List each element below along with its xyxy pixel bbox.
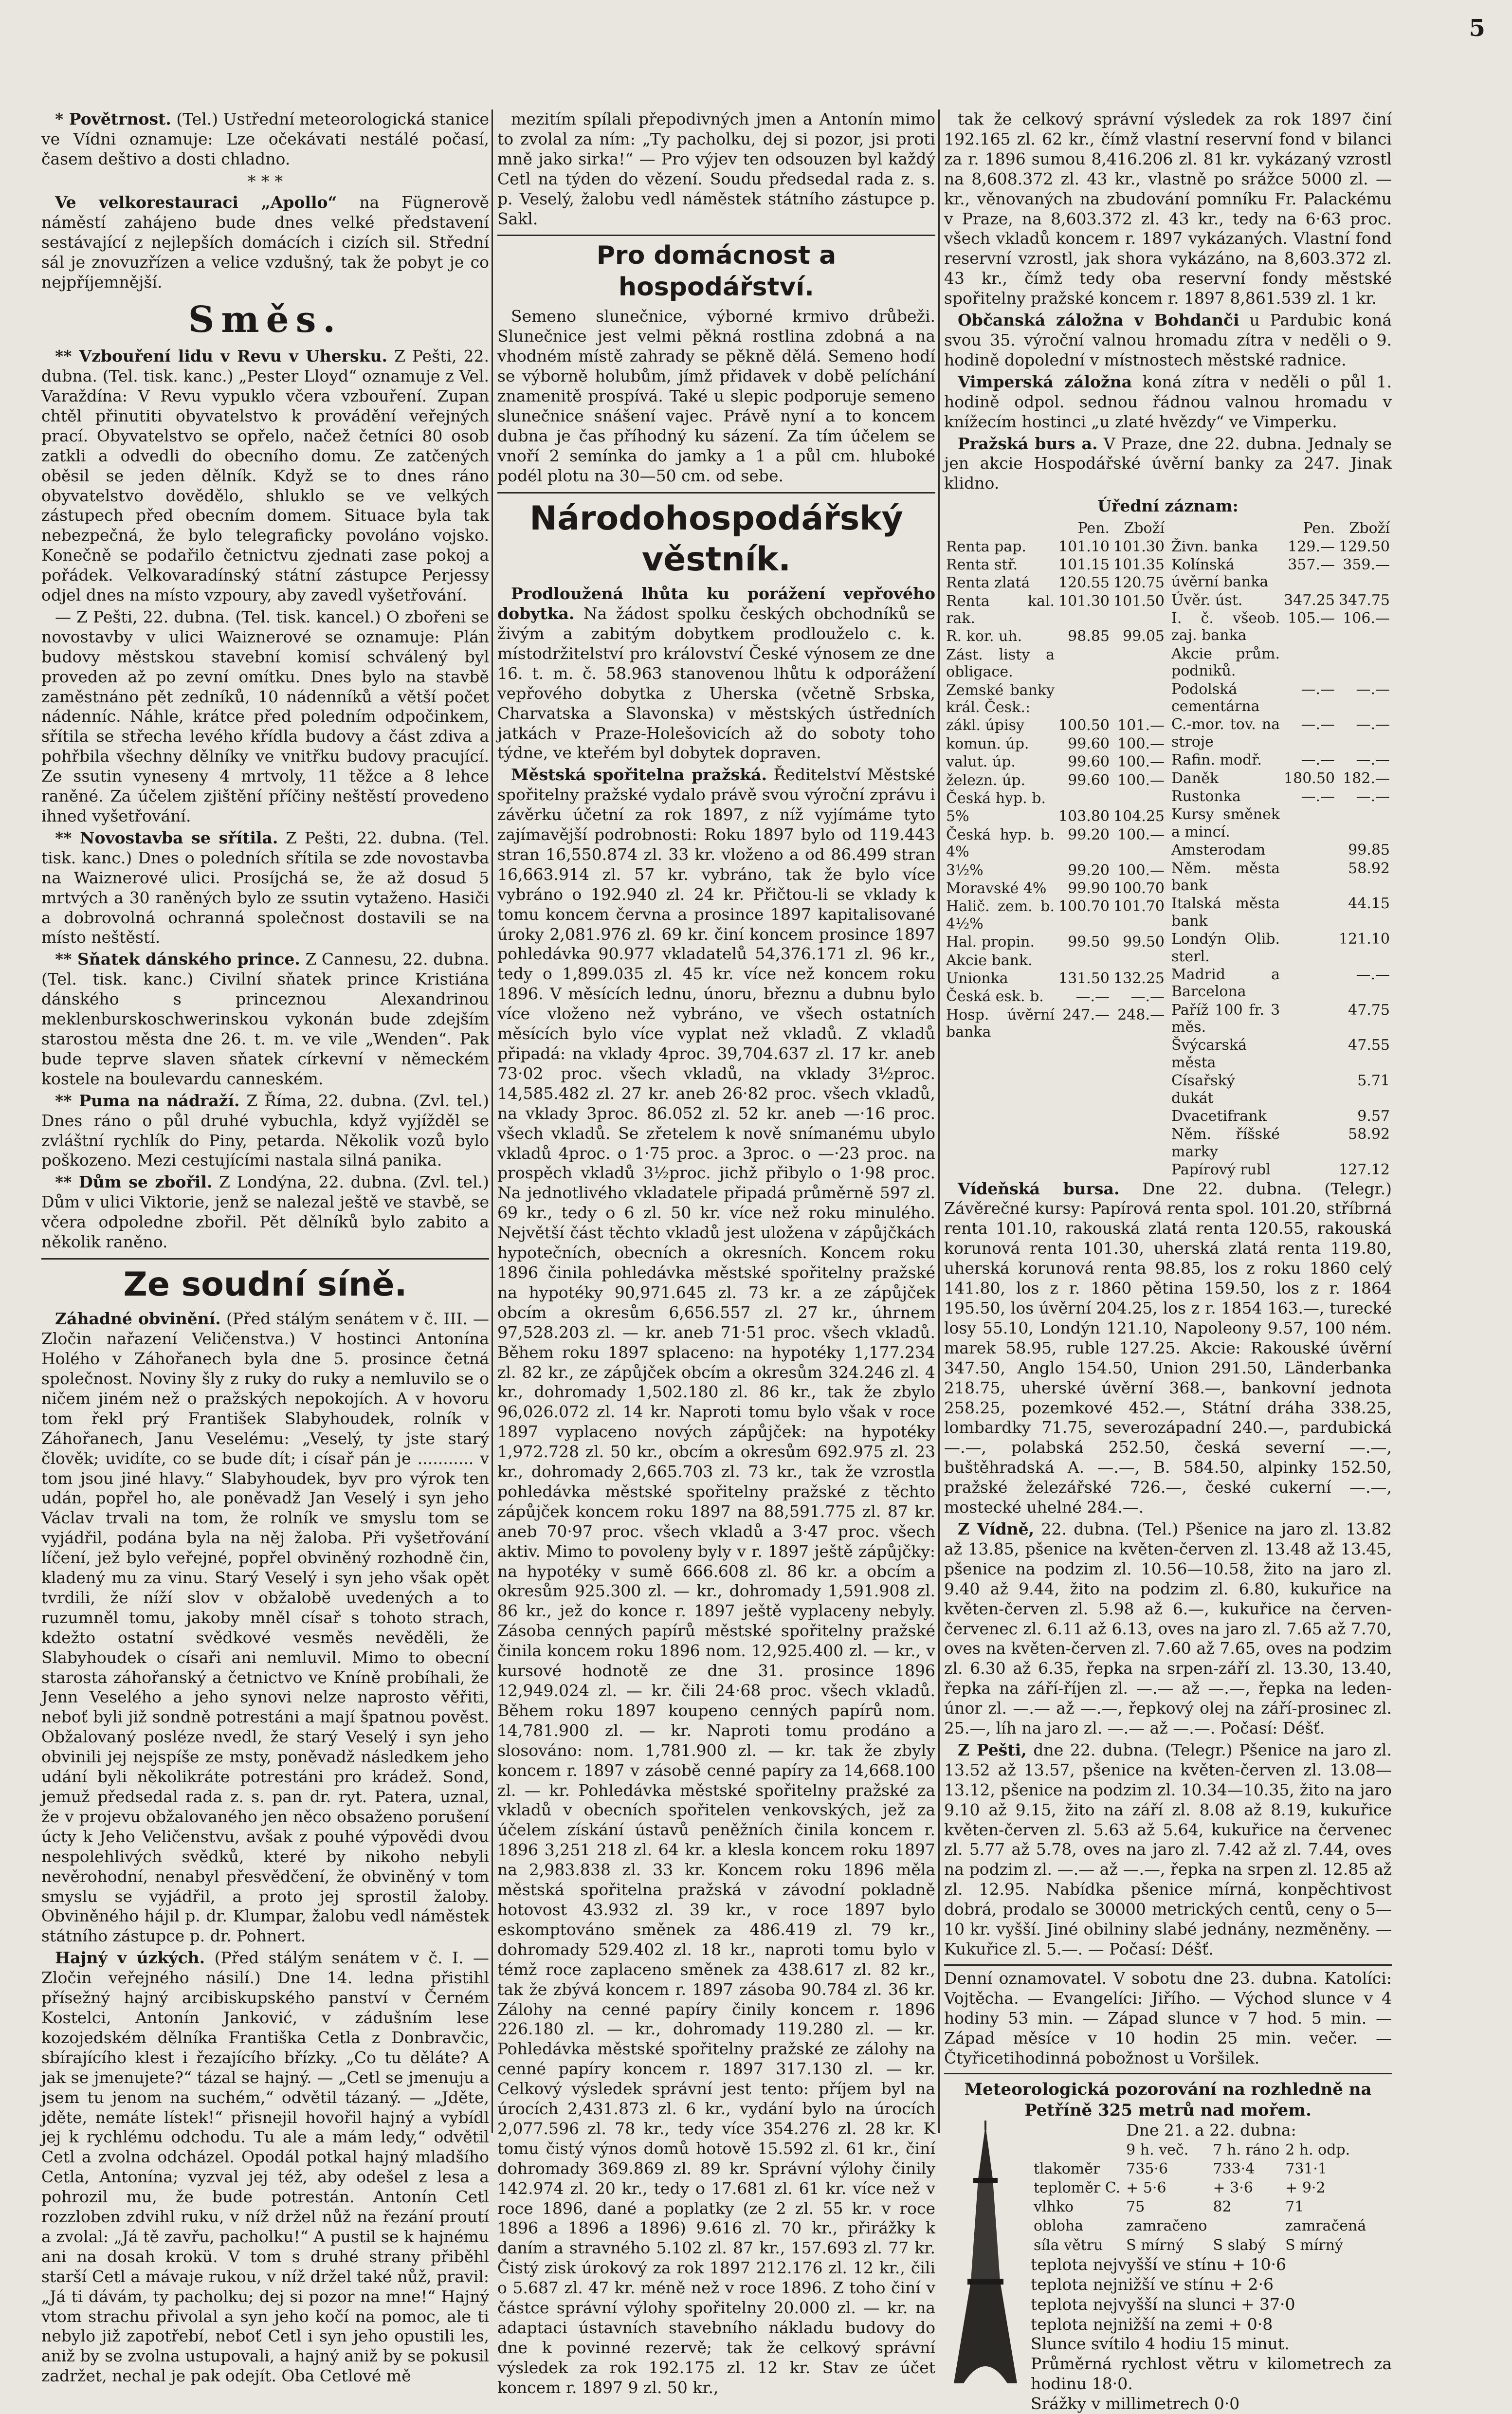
article-paragraph <box>497 765 935 2397</box>
table-cell: Rustonka <box>1171 787 1241 805</box>
meteo-table: 9 h. več. 7 h. ráno 2 h. odp. tlakoměr 735·6 733·4 731·1 teploměr C. + 5·6 + 3·6 + 9·2 vlhko 75 82 71 obloha zamračeno zamračená síla větru S mírný S slabý S mírný <box>1031 2140 1369 2255</box>
column-rule <box>492 110 493 2133</box>
table-cell: 47.75 <box>1348 1001 1390 1019</box>
table-row <box>1031 2178 1369 2197</box>
page-number: 5 <box>1469 15 1485 42</box>
table-row <box>944 716 1166 734</box>
article-paragraph <box>944 1740 1392 1959</box>
table-row <box>1169 1001 1392 1037</box>
article-heading: ** Sňatek dánského prince. <box>55 950 300 969</box>
table-cell: 101.10 <box>1058 538 1110 555</box>
table-cell <box>1282 841 1337 859</box>
table-cell: 733·4 <box>1213 2160 1255 2177</box>
table-cell: 5.71 <box>1357 1072 1390 1090</box>
table-cell: obloha <box>1034 2217 1084 2235</box>
table-cell: Daněk <box>1171 769 1219 787</box>
table-cell: Paříž 100 fr. 3 měs. <box>1171 1001 1280 1036</box>
article-text: Semeno slunečnice, výborné krmivo drůbeži. Slunečnice jest velmi pěkná rostlina zdobná a na vhodném místě zahrady se pěkně dělá. Semeno hodí se výborně holubům, jímž přidavek v době pelíchání znamenitě prospívá. Také u slepic podporuje semeno slunečnice snášení vajec. Právě nyní a to koncem dubna je čas příhodný ku sázení. Za tím účelem se vnoří 2 semínka do jamky a 1 a půl cm. hluboké podél plotu na 30—50 cm. od sebe. <box>497 307 935 485</box>
table-cell: Londýn Olib. sterl. <box>1171 931 1280 965</box>
article-paragraph <box>41 828 489 948</box>
table-row <box>1169 895 1392 930</box>
table-row <box>1169 966 1392 1001</box>
column-right-markets <box>944 1179 1392 1959</box>
column-rule <box>938 110 940 2133</box>
table-cell: 3½% <box>946 861 984 879</box>
article-heading: ** Puma na nádraží. <box>55 1091 240 1110</box>
table-cell: komun. úp. <box>946 735 1029 752</box>
table-cell: —.— <box>1356 680 1390 698</box>
table-cell: Renta stř. <box>946 556 1018 573</box>
table-cell: —.— <box>1356 966 1390 983</box>
article-text: Z Říma, 22. dubna. (Zvl. tel.) Dnes ráno o půl druhé vybuchla, když vyjížděl se zvláštní rychlík do Piny, petarda. Několik vozů bylo poškozeno. Mezi cestujícími nastala silná panika. <box>41 1091 489 1170</box>
article-text: Z Pešti, 22. dubna. (Tel. tisk. kanc.) „Pester Lloyd“ oznamuje z Vel. Varaždína: V Revu vypuklo včera vzbouření. Zupan chtěl přinutiti obyvatelstvo k provádění veřejných prací. Obyvatelstvo se opřelo, načež četníci 80 osob zatkli a odvedli do obecního domu. Ze zatčených oběsil se jeden dělník. Když se to dnes ráno obyvatelstvo dovědělo, shluklo se ve velkých zástupech před obecním domem. Situace byla tak nebezpečná, že bylo telegraficky povoláno vojsko. Konečně se podařilo četnictvu zjednati zase pokoj a pořádek. Velkovaradínský státní zástupce Perjessy odjel dnes na místo vzpoury, aby zavedl vyšetřování. <box>41 347 489 605</box>
table-cell: 359.— <box>1343 556 1390 573</box>
table-cell <box>1057 951 1111 969</box>
table-cell <box>1282 860 1337 895</box>
table-cell: 99.60 <box>1068 735 1110 752</box>
table-cell <box>1282 966 1337 1001</box>
table-cell: 100.— <box>1117 861 1165 879</box>
section-heading: Směs. <box>188 299 343 341</box>
table-cell: 99.85 <box>1348 841 1390 859</box>
article-heading: Hajný v úzkých. <box>55 1948 205 1968</box>
table-cell: 357.— <box>1288 556 1335 573</box>
article-paragraph <box>41 1172 489 1252</box>
table-row <box>944 646 1166 681</box>
meteo-line: Slunce svítilo 4 hodiu 15 minut. <box>1031 2334 1290 2354</box>
table-cell: 9.57 <box>1357 1108 1390 1125</box>
table-row <box>1169 787 1392 805</box>
table-cell <box>1282 930 1337 966</box>
table-cell: C.-mor. tov. na stroje <box>1171 716 1280 750</box>
table-cell: —.— <box>1301 787 1335 805</box>
table-cell: 735·6 <box>1126 2160 1168 2177</box>
article-text: (Před stálým senátem v č. I. — Zločin veřejného násilí.) Dne 14. ledna přistihl přísežný hajný arcibiskupského panství v Černém Kostelci, Antonín Janković, v zádušním lese kozojedském dělníka Františka Cetla z Donbravčic, sbírajícího klest i řezajícího břízky. „Co tu děláte? A jak se jmenujete?“ tázal se hajný. — „Cetl se jmenuju a jsem tu jenom na suchém,“ odvětil tázaný. — „Jděte, jděte, nemáte lístek!“ přisnejil hovořil hajný a vybídl jej k rychlému odchodu. Tu ale a mám ledy,“ odvětil Cetl a zvolna odcházel. Opodál potkal hajný mladšího Cetla, Antonína; vyzval jej též, aby odešel z lesa a pohrozil mu, že bude potrestán. Antonín Cetl rozzloben zdvihl ruku, v níž držel nůž na řezání proutí a zvolal: „Já tě zavřu, pacholku!“ A pustil se k hajnému ani na dosah krokü. V tom s druhé strany přiběhl starší Cetl a mávaje rukou, v níž držel také nůž, pravil: „Já ti dávám, ty pacholku; dej si pozor na mne!“ Hajný vtom strachu přivolal a syn jeho kočí na pomoc, ale ti nebylo již zapotřebí, neboť Cetl i syn jeho opustili les, aniž by se zvolna ustupovali, a hajný aniž by se pokusil zadržet, nechal je pak odejít. Oba Cetlové mě <box>41 1948 489 2386</box>
table-cell: 100.70 <box>1058 898 1110 915</box>
table-cell: 100.— <box>1117 771 1165 789</box>
table-row <box>944 538 1166 556</box>
table-cell: 44.15 <box>1348 895 1390 913</box>
article-text: Z Pešti, 22. dubna. (Tel. tisk. kanc.) Dnes o poledních sřítila se zde novostavba na Waiznerové ulici. Prosíjchá se, že až dosud 5 mrtvých a 30 raněných bylo ze ssutin vytaženo. Hasiči a dobrovolná ochranná společnost dostavili se na místo neštěstí. <box>41 828 489 947</box>
table-cell: 101.30 <box>1058 592 1110 610</box>
report-table-right: Pen. Zboží Živn. banka 129.— 129.50 Kolínská úvěrní banka 357.— 359.— Úvěr. úst. 347.25 347.75 I. č. všeob. zaj. banka 105.— 106.— Akcie prům. podniků. Podolská cementárna —.— —.— C.-mor. tov. na stroje —.— —.— Rafin. modř. —.— —.— Daněk 180.50 182.— Rustonka —.— —.— Kursy směnek a mincí. Amsterodam 99.85 Něm. města bank 58.92 Italská města bank 44.15 Londýn Olib. sterl. 121.10 Madrid a Barcelona —.— Paříž 100 fr. 3 měs. 47.75 Švýcarská města 47.55 Císařský dukát 5.71 Dvacetifrank 9.57 Něm. říšské marky 58.92 Papírový rubl 127.12 <box>1169 519 1392 1179</box>
table-cell: 101.35 <box>1113 556 1165 573</box>
table-row <box>944 969 1166 988</box>
article-heading: Pražská burs a. <box>958 434 1098 453</box>
table-cell <box>1111 951 1166 969</box>
article-paragraph <box>944 434 1392 494</box>
table-row <box>944 556 1166 574</box>
article-heading: ** Vzbouření lidu v Revu v Uhersku. <box>55 347 388 366</box>
section-heading: Národohospodářský věstník. <box>497 492 935 581</box>
table-cell: I. č. všeob. zaj. banka <box>1171 610 1280 644</box>
article-paragraph <box>944 1519 1392 1738</box>
table-row <box>944 574 1166 592</box>
table-cell: 99.50 <box>1068 933 1110 951</box>
table-cell: —.— <box>1130 988 1165 1006</box>
table-cell: 99.20 <box>1068 826 1110 843</box>
meteo-line: teplota nejnižší na zemi + 0·8 <box>1031 2314 1273 2334</box>
table-row <box>1169 591 1392 609</box>
table-cell: 100.— <box>1117 735 1165 752</box>
article-text: u Pardubic koná svou 35. výroční valnou hromadu zítra v neděli o 9. hodině dopolední v místnostech městské radnice. <box>944 311 1392 369</box>
table-cell: Madrid a Barcelona <box>1171 966 1280 1001</box>
table-cell: 99.60 <box>1068 771 1110 789</box>
table-cell: —.— <box>1356 716 1390 733</box>
table-row <box>944 627 1166 645</box>
article-paragraph <box>944 1179 1392 1518</box>
article-text: na Fügnerově náměstí zahájeno bude dnes velké představení sestávající z nejlepších domácích i cizích sil. Střední sál je znovuzřízen a velice vzdušný, tak že pobyt je co nejpříjemnější. <box>41 192 490 292</box>
article-text: Na žádost spolku českých obchodníků se živým a zabitým dobytkem prodlouželo c. k. místodržitelství pro království České výnosem ze dne 16. t. m. č. 58.963 stanovenou lhůtu k odporážení vepřového dobytka z Uherska (včetně Srbska, Charvatska a Slavonska) v městských ústředních jatkách v Praze-Holešovicích až do soboty toho týdne, ve kteřém byl dobytek dopraven. <box>497 604 935 763</box>
table-row <box>944 735 1166 753</box>
table-row <box>1169 930 1392 966</box>
table-cell: 104.25 <box>1113 808 1165 825</box>
table-cell: S mírný <box>1126 2236 1184 2254</box>
separator: * * * <box>247 171 283 191</box>
table-row <box>1031 2159 1369 2178</box>
table-row <box>944 951 1166 969</box>
article-paragraph <box>944 372 1392 432</box>
table-row <box>1031 2197 1369 2216</box>
meteo-title: Meteorologická pozorování na rozhledně na Petříně 325 metrů nad mořem. <box>964 2080 1372 2120</box>
table-cell: síla větru <box>1034 2236 1103 2254</box>
table-row <box>1169 1036 1392 1072</box>
article-paragraph <box>41 950 489 1089</box>
article-text: tak že celkový správní výsledek za rok 1897 činí 192.165 zl. 62 kr., čímž vlastní reservní fond v bilanci za r. 1896 sumou 8,416.206 zl. 81 kr. vykázaný vzrostl na 8,608.372 zl. 43 kr., vlastně po srážce 5000 zl. — kr., věnovaných na zbudování pomníku Fr. Palackému v Praze, na 8,603.372 zl. 43 kr., tedy na 6·63 proc. všech vkladů koncem r. 1897 vykázaných. Vlastní fond reservní vzrostl, jak shora vykázáno, na 8,603.372 zl. 43 kr., čímž tedy oba reservní fondy městské spořitelny pražské koncem r. 1897 8,861.539 zl. 1 kr. <box>944 110 1392 308</box>
table-cell: —.— <box>1075 988 1110 1006</box>
table-row <box>944 771 1166 789</box>
table-cell: 247.— <box>1062 1006 1110 1024</box>
column-right-intro <box>944 110 1392 494</box>
table-cell: Akcie bank. <box>946 951 1033 969</box>
table-cell: 106.— <box>1343 610 1390 627</box>
meteo-block <box>944 2121 1392 2414</box>
table-cell: vlhko <box>1034 2198 1074 2216</box>
table-cell: 101.70 <box>1113 898 1165 915</box>
table-row <box>944 879 1166 897</box>
table-row <box>944 897 1166 933</box>
table-cell: Živn. banka <box>1171 538 1258 555</box>
table-row <box>1169 860 1392 895</box>
table-cell: Úvěr. úst. <box>1171 591 1243 609</box>
table-row <box>1169 645 1392 680</box>
table-cell <box>1337 645 1392 680</box>
section-heading: Pro domácnost a hospodářství. <box>497 235 935 303</box>
table-cell: Zást. listy a obligace. <box>946 646 1055 681</box>
daily-notice: Denní oznamovatel. V sobotu dne 23. dubna. Katolíci: Vojtěcha. — Evangelíci: Jiřího. — Východ slunce v 4 hodiny 53 min. — Západ slunce v 7 hod. 5 min. — Západ měsíce v 10 hodin 25 min. večer. — Čtyřicetihodinná pobožnost u Voršilek. <box>944 1964 1392 2075</box>
table-cell: S mírný <box>1285 2236 1343 2254</box>
report-table-left: Pen. Zboží Renta pap. 101.10 101.30 Renta stř. 101.15 101.35 Renta zlatá 120.55 120.75 Renta kal. rak. 101.30 101.50 R. kor. uh. 98.85 99.05 Zást. listy a obligace. Zemské banky král. Česk.: zákl. úpisy 100.50 101.— komun. úp. 99.60 100.— valut. úp. 99.60 100.— železn. úp. 99.60 100.— Česká hyp. b. 5% 103.80 104.25 Česká hyp. b. 4% 99.20 100.— 3½% 99.20 100.— Moravské 4% 99.90 100.70 Halič. zem. b. 4½% 100.70 101.70 Hal. propin. 99.50 99.50 Akcie bank. Unionka 131.50 132.25 Česká esk. b. —.— —.— Hosp. úvěrní banka 247.— 248.— <box>944 519 1166 1041</box>
table-cell: 100.50 <box>1058 717 1110 734</box>
table-cell: Podolská cementárna <box>1171 680 1260 715</box>
table-row <box>1031 2236 1369 2255</box>
table-cell: 105.— <box>1288 610 1335 627</box>
table-cell: Halič. zem. b. 4½% <box>946 898 1055 933</box>
table-row <box>1169 1161 1392 1179</box>
table-cell: 100.— <box>1117 753 1165 771</box>
article-paragraph <box>41 607 489 826</box>
table-cell: Kolínská úvěrní banka <box>1171 556 1269 591</box>
article-heading: Městská spořitelna pražská. <box>511 765 767 785</box>
table-cell: Česká esk. b. <box>946 988 1044 1006</box>
table-cell: 99.05 <box>1123 628 1165 645</box>
table-cell: 5% <box>946 808 969 825</box>
article-paragraph <box>497 110 935 229</box>
table-cell <box>1337 805 1392 841</box>
table-row <box>944 807 1166 825</box>
table-cell <box>1111 681 1166 717</box>
table-cell: 47.55 <box>1348 1037 1390 1054</box>
table-cell <box>1282 1036 1337 1072</box>
table-cell: Unionka <box>946 969 1008 987</box>
article-text: mezitím spílali přepodivných jmen a Antonín mimo to zvolal za ním: „Ty pacholku, dej si pozor, jsi proti mně jako sirka!“ — Pro výjev ten odsouzen byl každý Cetl na týden do vězení. Soudu předsedal rada z. s. p. Veselý, žalobu vedl náměstek státního zástupce p. Sakl. <box>497 110 935 228</box>
table-row <box>944 681 1166 717</box>
exchange-report <box>944 519 1392 1179</box>
article-text: dne 22. dubna. (Telegr.) Pšenice na jaro zl. 13.52 až 13.57, pšenice na květen-červen zl. 13.08—13.12, pšenice na podzim zl. 10.34—10.35, žito na jaro 9.10 až 9.15, žito na září zl. 8.08 až 8.19, kukuřice květen-červen zl. 5.63 až 5.64, kukuřice na červenec zl. 5.77 až 5.78, oves na jaro zl. 7.42 až zl. 7.44, oves na podzim zl. —.— až —.—, řepka na srpen zl. 12.85 až zl. 12.95. Nabídka pšenice mírná, konpěchtivost dobrá, prodalo se 30000 metrických centů, ceny o 5—10 kr. vyšší. Jiné obilniny slabé jednány, nezměněny. — Kukuřice zl. 5.—. — Počasí: Déšť. <box>944 1740 1392 1959</box>
table-cell <box>1282 1107 1337 1125</box>
table-row <box>944 789 1166 807</box>
article-paragraph <box>41 1091 489 1171</box>
table-cell: 127.12 <box>1339 1161 1390 1179</box>
article-heading: Ve velkorestauraci „Apollo“ <box>55 192 337 212</box>
table-cell: teploměr C. <box>1034 2179 1121 2197</box>
table-cell: 101.50 <box>1113 592 1165 610</box>
table-cell: Papírový rubl <box>1171 1161 1271 1179</box>
table-row <box>1031 2216 1369 2235</box>
table-cell: 347.25 <box>1284 591 1335 609</box>
article-text: Dne 22. dubna. (Telegr.) Závěrečné kursy: Papírová renta spol. 101.20, stříbrná renta 101.10, rakouská zlatá renta 120.55, rakouská korunová renta 101.30, uherská zlatá renta 119.80, uherská korunová renta 98.85, los z roku 1860 celý 141.80, los z r. 1860 pětina 159.50, los z r. 1864 195.50, los úvěrní 204.25, los z r. 1854 163.—, turecké losy 55.10, Londýn 121.10, Napoleony 9.57, 100 ném. marek 58.95, ruble 127.25. Akcie: Rakouské úvěrní 347.50, Anglo 154.50, Union 291.50, Länderbanka 218.75, uherské úvěrní 368.—, bankovní jednota 258.25, pozemkové 452.—, Státní dráha 338.25, lombardky 71.75, severozápadní 240.—, pardubická —.—, polabská 252.50, česká severní —.—, buštěhradská A. —.—, B. 584.50, alpinky 152.50, pražské železářské 726.—, české cukerní —.—, mostecké uhelné 284.—. <box>944 1179 1392 1517</box>
table-cell: 103.80 <box>1058 808 1110 825</box>
table-row <box>1169 841 1392 859</box>
meteo-line: Srážky v millimetrech 0·0 <box>1031 2394 1240 2414</box>
article-text: V Praze, dne 22. dubna. Jednaly se jen akcie Hospodářské úvěrní banky za 247. Jinak klidno. <box>944 434 1392 493</box>
article-paragraph <box>41 110 489 169</box>
table-cell: 71 <box>1285 2198 1304 2216</box>
article-paragraph <box>41 1309 489 1946</box>
table-cell: Něm. říšské marky <box>1171 1126 1280 1160</box>
article-heading: Prodloužená lhůta ku porážení vepřového dobytka. <box>497 584 935 623</box>
table-cell: Hal. propin. <box>946 933 1035 951</box>
article-paragraph <box>41 193 489 293</box>
table-row <box>1169 1107 1392 1125</box>
table-cell: 731·1 <box>1285 2160 1328 2177</box>
table-cell: 101.— <box>1117 717 1165 734</box>
table-row <box>1169 805 1392 841</box>
table-cell: Dvacetifrank <box>1171 1108 1267 1125</box>
article-text: — Z Pešti, 22. dubna. (Tel. tisk. kancel.) O zbořeni se novostavby v ulici Waiznerové se oznamuje: Plán budovy městskou stavební komisí schválený byl proveden až po zevní omítku. Dnes bylo na stavbě zaměstnáno pět zedníků, 10 nádenníků a větší počet nádenníc. Náhle, krátce před poledním odpočinkem, sřítila se střecha levého křídla budovy a část zdiva a pohřbila všechny dělníky ve vnitřku budovy pracující. Ze ssutin vyneseny 4 mrtvoly, 11 těžce a 8 lehce raněné. Za účelem zjištění příčiny neštěstí provedeno ihned vyšetřování. <box>41 607 489 825</box>
table-cell: 132.25 <box>1113 969 1165 987</box>
article-text: Z Londýna, 22. dubna. (Zvl. tel.) Dům v ulici Viktorie, jenž se nalezal ještě ve stavbě, se včera odpoledne zbořil. Pět dělníků bylo zabito a několik raněno. <box>41 1172 489 1252</box>
table-cell <box>1282 1001 1337 1037</box>
table-cell: Renta zlatá <box>946 574 1030 592</box>
table-cell <box>1282 895 1337 930</box>
table-cell: 58.92 <box>1348 1126 1390 1143</box>
table-cell: valut. úp. <box>946 753 1016 771</box>
article-paragraph <box>944 110 1392 309</box>
article-text: koná zítra v neděli o půl 1. hodině odpol. sednou řádnou valnou hromadu v knížecím hostinci „u zlaté hvězdy“ ve Vimperku. <box>944 372 1392 431</box>
table-cell: Švýcarská města <box>1171 1037 1247 1071</box>
meteo-date: Dne 21. a 22. dubna: <box>1126 2120 1296 2140</box>
table-cell: —.— <box>1356 751 1390 769</box>
table-cell: Česká hyp. b. <box>946 789 1046 807</box>
meteo-line: teplota nejnižší ve stínu + 2·6 <box>1031 2274 1274 2294</box>
table-row <box>944 592 1166 628</box>
table-cell: + 5·6 <box>1126 2179 1166 2197</box>
article-text: Z Cannesu, 22. dubna. (Tel. tisk. kanc.) Civilní sňatek prince Kristiána dánského s princeznou Alexandrinou meklenburskoschwerinskou vykonán bude zdejším starostou města dne 26. t. m. ve vile „Wenden“. Pak bude teprve slaven sňatek církevní v německém kostele na boulevardu canneském. <box>41 950 490 1088</box>
table-cell: —.— <box>1301 680 1335 698</box>
table-row <box>1169 680 1392 716</box>
table-cell: Hosp. úvěrní banka <box>946 1006 1055 1041</box>
table-cell: 182.— <box>1343 769 1390 787</box>
table-cell <box>1282 645 1337 680</box>
table-cell <box>1282 1161 1337 1179</box>
table-cell: 99.50 <box>1123 933 1165 951</box>
table-cell <box>1282 1125 1337 1161</box>
article-heading: * Povětrnost. <box>55 110 171 128</box>
meteo-line: teplota nejvyšší ve stínu + 10·6 <box>1031 2254 1287 2274</box>
article-heading: Občanská záložna v Bohdanči <box>958 311 1239 330</box>
table-cell <box>1282 805 1337 841</box>
table-cell: Císařský dukát <box>1171 1072 1235 1107</box>
table-cell: 75 <box>1126 2198 1145 2216</box>
column-middle <box>497 110 935 2397</box>
petrin-tower-illustration <box>944 2121 1027 2414</box>
meteo-line: teplota nejvyšší na slunci + 37·0 <box>1031 2294 1295 2314</box>
table-cell: —.— <box>1356 787 1390 805</box>
article-heading: ** Novostavba se sřítila. <box>55 828 278 847</box>
table-cell: 131.50 <box>1058 969 1110 987</box>
table-cell: zákl. úpisy <box>946 717 1025 734</box>
table-row <box>944 826 1166 861</box>
table-cell: 58.92 <box>1348 860 1390 877</box>
table-cell: 99.60 <box>1068 753 1110 771</box>
table-cell: 101.15 <box>1058 556 1110 573</box>
table-row <box>944 753 1166 771</box>
table-cell: Moravské 4% <box>946 879 1047 897</box>
table-cell: tlakoměr <box>1034 2160 1100 2177</box>
table-cell: Akcie prům. podniků. <box>1171 645 1280 680</box>
article-heading: Z Pešti, <box>958 1740 1027 1759</box>
table-cell: Rafin. modř. <box>1171 751 1262 769</box>
table-cell: 100.— <box>1117 826 1165 843</box>
table-cell: 347.75 <box>1339 591 1390 609</box>
article-text: (Tel.) Ustřední meteorologická stanice ve Vídni oznamuje: Lze očekávati nestálé počasí, časem deštivo a dosti chladno. <box>41 110 489 168</box>
article-heading: Vimperská záložna <box>958 372 1132 391</box>
table-row <box>1169 751 1392 769</box>
table-row <box>944 988 1166 1006</box>
table-cell: Něm. města bank <box>1171 860 1280 894</box>
table-cell: 121.10 <box>1339 931 1390 948</box>
article-heading: ** Dům se zbořil. <box>55 1172 213 1192</box>
table-cell: Zemské banky král. Česk.: <box>946 681 1055 716</box>
article-heading: Z Vídně, <box>958 1519 1035 1538</box>
table-cell: S slabý <box>1213 2236 1266 2254</box>
table-cell: 180.50 <box>1284 769 1335 787</box>
table-row <box>1169 556 1392 591</box>
table-cell: 129.50 <box>1339 538 1390 555</box>
table-cell <box>1057 646 1111 681</box>
table-cell: 98.85 <box>1068 628 1110 645</box>
article-paragraph <box>41 347 489 605</box>
table-cell: 248.— <box>1117 1006 1165 1024</box>
table-cell: Kursy směnek a mincí. <box>1171 806 1280 841</box>
meteo-line: Průměrná rychlost větru v kilometrech za hodinu 18·0. <box>1031 2354 1392 2394</box>
table-cell: + 9·2 <box>1285 2179 1326 2197</box>
table-cell: Renta kal. rak. <box>946 592 1055 627</box>
meteo-extra <box>1031 2255 1392 2414</box>
table-cell: R. kor. uh. <box>946 628 1022 645</box>
table-cell: zamračená <box>1285 2217 1366 2235</box>
article-text: Ředitelství Městské spořitelny pražské vydalo právě svou výroční zprávu i závěrku účetní za rok 1897, z níž vyjímáme tyto zajímavější podrobnosti: Roku 1897 bylo od 119.443 stran 16,550.874 zl. 33 kr. vloženo a od 86.499 stran 16,663.914 zl. 57 kr. vybráno, tak že bylo více vybráno o 192.940 zl. 24 kr. Přičtou-li se vklady k tomu koncem června a prosince 1897 kapitalisované úroky 2,081.976 zl. 69 kr. činí koncem prosince 1897 pohledávka 90.977 vkladatelů 54,376.171 zl. 96 kr., tedy o 1,899.035 zl. 45 kr. více než koncem roku 1896. V měsících lednu, únoru, březnu a dubnu bylo více vloženo než vybráno, ve všech ostatních měsících bylo více vyplat než vkladů. Z vkladů připadá: na vklady 4proc. 39,704.637 zl. 17 kr. aneb 73·02 proc. všech vkladů, na vklady 3½proc. 14,585.482 zl. 27 kr. aneb 26·82 proc. všech vkladů, na vklady 3proc. 86.052 zl. 52 kr. aneb —·16 proc. všech vkladů. Se zřetelem k nově snímanému ubylo vkladů 4proc. o 1·75 proc. a 3proc. o —·23 proc. na prospěch vkladů 3½proc. jichž přibylo o 1·98 proc. Na jednotlivého vkladatele připadá průměrně 597 zl. 69 kr., tedy o 6 zl. 50 kr. více než roku minulého. Největší část těchto vkladů jest uložena v zápůjčkách hypotečních, obecních a okresních. Koncem roku 1896 činila pohledávka městské spořitelny pražské na hypotéky 90,971.645 zl. 73 kr. a ze zápůjček obcím a okresům 6,656.557 zl. 27 kr., úhrnem 97,528.203 zl. — kr. aneb 71·51 proc. všech vkladů. Během roku 1897 splaceno: na hypotéky 1,177.234 zl. 82 kr., ze zápůjček obcím a okresům 324.246 zl. 4 kr., dohromady 1,502.180 zl. 86 kr., tak že zbylo 96,026.072 zl. 14 kr. Naproti tomu bylo však v roce 1897 vyplaceno nových zápůjček: na hypotéky 1,972.728 zl. 50 kr., obcím a okresům 692.975 zl. 23 kr., dohromady 2,665.703 zl. 73 kr., tak že vzrostla pohledávka městské spořitelny pražské z těchto zápůjček koncem roku 1897 na 88,591.775 zl. 87 kr. aneb 70·97 proc. všech vkladů a 3·47 proc. všech aktiv. Mimo to povoleny byly v r. 1897 ještě zápůjčky: na hypotéky v sumě 666.608 zl. 86 kr. a obcím a okresům 925.300 zl. — kr., dohromady 1,591.908 zl. 86 kr., jež do konce r. 1897 ještě vyplaceny nebyly. Zásoba cenných papírů městské spořitelny pražské činila koncem roku 1896 nom. 12,925.400 zl. — kr., v kursové hodnotě ze dne 31. prosince 1896 12,949.024 zl. — kr. čili 24·68 proc. všech vkladů. Během roku 1897 koupeno cenných papírů nom. 14,781.900 zl. — kr. Naproti tomu prodáno a slosováno: nom. 1,781.900 zl. — kr. tak že zbyly koncem r. 1897 v zásobě cenné papíry za 14,668.100 zl. — kr. Pohledávka městské spořitelny pražské za vkladů v obecních spořitelen venkovských, jež za účelem získání ústavů peněžních činila koncem r. 1896 3,251 218 zl. 64 kr. a klesla koncem roku 1897 na 2,983.838 zl. 33 kr. Koncem roku 1896 měla městská spořitelna pražská v závodní pokladně hotovost 43.932 zl. 39 kr., v roce 1897 bylo eskomptováno směnek za 486.419 zl. 79 kr., dohromady 529.402 zl. 18 kr., naproti tomu bylo v témž roce zaplaceno směnek za 438.617 zl. 82 kr., tak že zbývá koncem r. 1897 zásoba 90.784 zl. 36 kr. Zálohy na cenné papíry činily koncem r. 1896 226.180 zl. — kr., dohromady 119.280 zl. — kr. Pohledávka městské spořitelny pražské ze zálohy na cenné papíry koncem r. 1897 317.130 zl. — kr. Celkový výsledek správní jest tento: příjem byl na úrocích 2,431.873 zl. 6 kr., vydání bylo na úrocích 2,077.596 zl. 78 kr., tedy více 354.276 zl. 28 kr. K tomu čistý výnos domů hotově 15.592 zl. 61 kr., činí dohromady 369.869 zl. 89 kr. Správní výlohy činily 142.974 zl. 20 kr., tedy o 17.681 zl. 61 kr. více než v roce 1896, dané a poplatky (ze 2 zl. 55 kr. v roce 1896 a 1896 a 1896) 9.616 zl. 70 kr., přirážky k daním a stravného 5.102 zl. 87 kr., 157.693 zl. 77 kr. Čistý zisk úrokový za rok 1897 212.176 zl. 12 kr., čili o 5.687 zl. 47 kr. méně než v roce 1896. Z toho činí v částce správní výlohy spořitelny 20.000 zl. — kr. na adaptaci ústavních stavebního nákladu budovy do dne k povinné rezervě; tak že celkový správní výsledek za rok 192.175 zl. 12 kr. Stav ze účet koncem r. 1897 9 zl. 50 kr., <box>497 765 935 2397</box>
table-cell: 120.55 <box>1058 574 1110 592</box>
report-title: Úřední záznam: <box>1097 496 1239 516</box>
article-text: (Před stálým senátem v č. III. — Zločin nařazení Veličenstva.) V hostinci Antonína Holého v Záhořanech byla dne 5. prosince četná společnost. Noviny šly z ruky do ruky a nemluvilo se o ničem jiném než o pražských nepokojích. A v hovoru tom řekl prý František Slabyhoudek, rolník v Záhořanech, Janu Veselému: „Veselý, ty jste starý člověk; uvidíte, co se bude dít; i císař pán je ........... v tom jsou jiné hlavy.“ Slabyhoudek, byv pro výrok ten udán, popřel ho, ale poněvadž Jan Veselý i syn jeho Václav trvali na tom, že rolník ve smyslu tom se vyjádřil, podána byla na něj žaloba. Při vyšetřování líčení, jež bylo veřejné, popřel obviněný rozhodně čin, kladený mu za vinu. Starý Veselý i syn jeho však opět tvrdili, že níží slov v obžalobě uvedených a to ruzumněl tomu, jakoby mněl císař s tohoto strach, kdežto ostatní svědkové vesměs nevěděli, že Slabyhoudek o císaři ani nemluvil. Mimo to obecní starosta záhořanský a četnictvo ve Kníně probíhali, že Jenn Veselého a jeho synovi nelze naprosto věřiti, neboť byli již sondně potrestáni a mají špatnou pověst. Obžalovaný posléze nvedl, že starý Veselý i syn jeho obvinili jej nejspíše ze msty, poněvadž následkem jeho udání byli několikráte potrestáni pro krádež. Sond, jemuž předsedal rada z. s. pan dr. ryt. Patera, uznal, že v projevu obžalovaného jen něco obsaženo porušení úcty k Jeho Veličenstvu, avšak z pouhé výpovědi dvou nespolehlivých svědků, které by nikoho nebyli nevěrohodní, nenabyl přesvědčení, že obviněný v tom smyslu se vyjádřil, a proto jej sprostil žaloby. Obviněného hájil p. dr. Klumpar, žalobu vedl náměstek státního zástupce p. dr. Pohnert. <box>41 1309 489 1946</box>
column-left <box>41 110 490 2386</box>
table-cell: 100.70 <box>1113 879 1165 897</box>
table-cell <box>1111 646 1166 681</box>
table-row <box>1169 1072 1392 1107</box>
table-cell: 120.75 <box>1113 574 1165 592</box>
table-cell: —.— <box>1301 751 1335 769</box>
table-cell: Amsterodam <box>1171 841 1266 859</box>
article-text: 22. dubna. (Tel.) Pšenice na jaro zl. 13.82 až 13.85, pšenice na květen-červen zl. 13.48 až 13.45, pšenice na podzim zl. 10.56—10.58, žito na jaro zl. 9.40 až 9.44, žito na podzim zl. 6.80, kukuřice na květen-červen zl. 5.98 až 6.—, kukuřice na červen-červenec zl. 6.11 až 6.13, oves na jaro zl. 7.65 až 7.70, oves na květen-červen zl. 7.60 až 7.65, oves na podzim zl. 6.30 až 6.35, řepka na srpen-září zl. 13.30, 13.40, řepka na září-říjen zl. —.— až —.—, řepka na leden-únor zl. —.— až —.—, řepkový olej na září-prosinec zl. 25.—, líh na jaro zl. —.— až —.—. Počasí: Déšť. <box>944 1519 1392 1738</box>
table-cell: Renta pap. <box>946 538 1026 555</box>
table-cell: 99.20 <box>1068 861 1110 879</box>
section-heading: Ze soudní síně. <box>41 1258 489 1305</box>
article-paragraph <box>41 1948 489 2386</box>
table-cell <box>1282 1072 1337 1107</box>
table-row <box>1169 1125 1392 1161</box>
table-cell <box>1057 789 1111 807</box>
table-row <box>1169 609 1392 645</box>
table-cell: Česká hyp. b. 4% <box>946 826 1055 861</box>
table-cell <box>1210 2216 1282 2235</box>
table-cell: 99.90 <box>1068 879 1110 897</box>
article-paragraph <box>944 311 1392 370</box>
article-heading: Vídeňská bursa. <box>958 1179 1120 1198</box>
table-row <box>1169 538 1392 556</box>
article-paragraph <box>497 584 935 763</box>
table-row <box>944 1006 1166 1042</box>
table-cell: 101.30 <box>1113 538 1165 555</box>
table-cell: + 3·6 <box>1213 2179 1253 2197</box>
table-cell: Italská města bank <box>1171 895 1280 930</box>
table-cell: 82 <box>1213 2198 1232 2216</box>
table-cell <box>1111 789 1166 807</box>
article-heading: Záhadné obvinění. <box>55 1309 221 1329</box>
table-row <box>944 861 1166 879</box>
table-cell: 129.— <box>1288 538 1335 555</box>
table-cell <box>1057 681 1111 717</box>
table-row <box>944 933 1166 951</box>
column-right <box>944 110 1392 2414</box>
table-cell: železn. úp. <box>946 771 1026 789</box>
table-cell: —.— <box>1301 716 1335 733</box>
table-cell: zamračeno <box>1126 2217 1207 2235</box>
article-paragraph <box>497 307 935 486</box>
table-row <box>1169 769 1392 787</box>
table-row <box>1169 715 1392 751</box>
